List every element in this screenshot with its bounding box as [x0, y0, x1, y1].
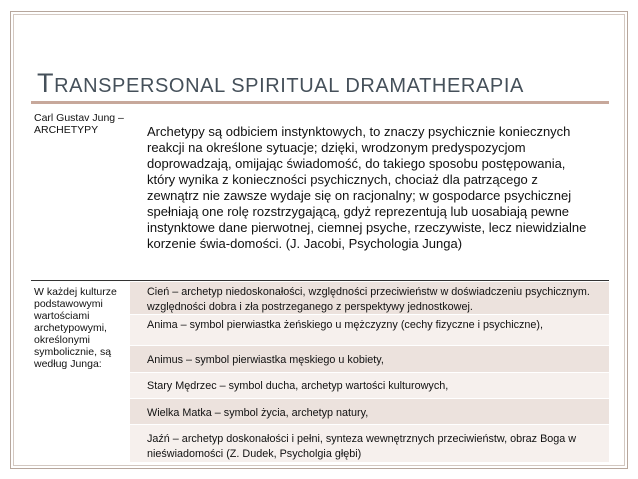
- archetype-table: [130, 282, 609, 463]
- jung-label-line-2: ARCHETYPY: [34, 124, 99, 136]
- jung-label-line-1: Carl Gustav Jung –: [34, 112, 124, 124]
- section-divider: [31, 280, 609, 281]
- jung-label: [34, 112, 134, 136]
- title-rest: RANSPERSONAL SPIRITUAL DRAMATHERAPIA: [54, 75, 524, 97]
- slide-title: [37, 68, 524, 99]
- archetype-row-self: Jaźń – archetyp doskonałości i pełni, synteza wewnętrznych przeciwieństw, obraz Boga w nieświadomości (Z. Dudek, Psycholgia głębi): [130, 425, 609, 463]
- title-first-letter: T: [37, 68, 55, 98]
- archetype-row-anima: Anima – symbol pierwiastka żeńskiego u mężczyzny (cechy fizyczne i psychiczne),: [130, 315, 609, 346]
- archetype-row-animus: Animus – symbol pierwiastka męskiego u kobiety,: [130, 346, 609, 373]
- archetype-row-wise-old-man: Stary Mędrzec – symbol ducha, archetyp wartości kulturowych,: [130, 373, 609, 399]
- title-underline: [31, 101, 609, 104]
- archetype-row-shadow: Cień – archetyp niedoskonałości, względności przeciwieństw w doświadczeniu psychicznym. względności dobra i zła postrzeganego z perspektywy jednostkowej.: [130, 282, 609, 315]
- culture-archetypes-label: W każdej kulturze podstawowymi wartościami archetypowymi, określonymi symbolicznie, są według Junga:: [34, 286, 117, 370]
- archetypes-definition-paragraph: Archetypy są odbiciem instynktowych, to znaczy psychicznie koniecznych reakcji na określone sytuacje; dzięki, wrodzonym predyspozycjom doprowadzają, omijając świadomość, do takiego sposobu postępowania, który wynika z konieczności psychicznych, chociaż dla patrzącego z zewnątrz nie zawsze wydaje się on racjonalny; w gospodarce psychicznej spełniają one rolę rozstrzygającą, gdyż reprezentują lub uosabiają pewne instynktowe dane pierwotnej, ciemnej psyche, rzeczywiste, lecz niewidzialne korzenie świa-domości. (J. Jacobi, Psychologia Junga): [147, 124, 587, 251]
- archetype-row-great-mother: Wielka Matka – symbol życia, archetyp natury,: [130, 399, 609, 425]
